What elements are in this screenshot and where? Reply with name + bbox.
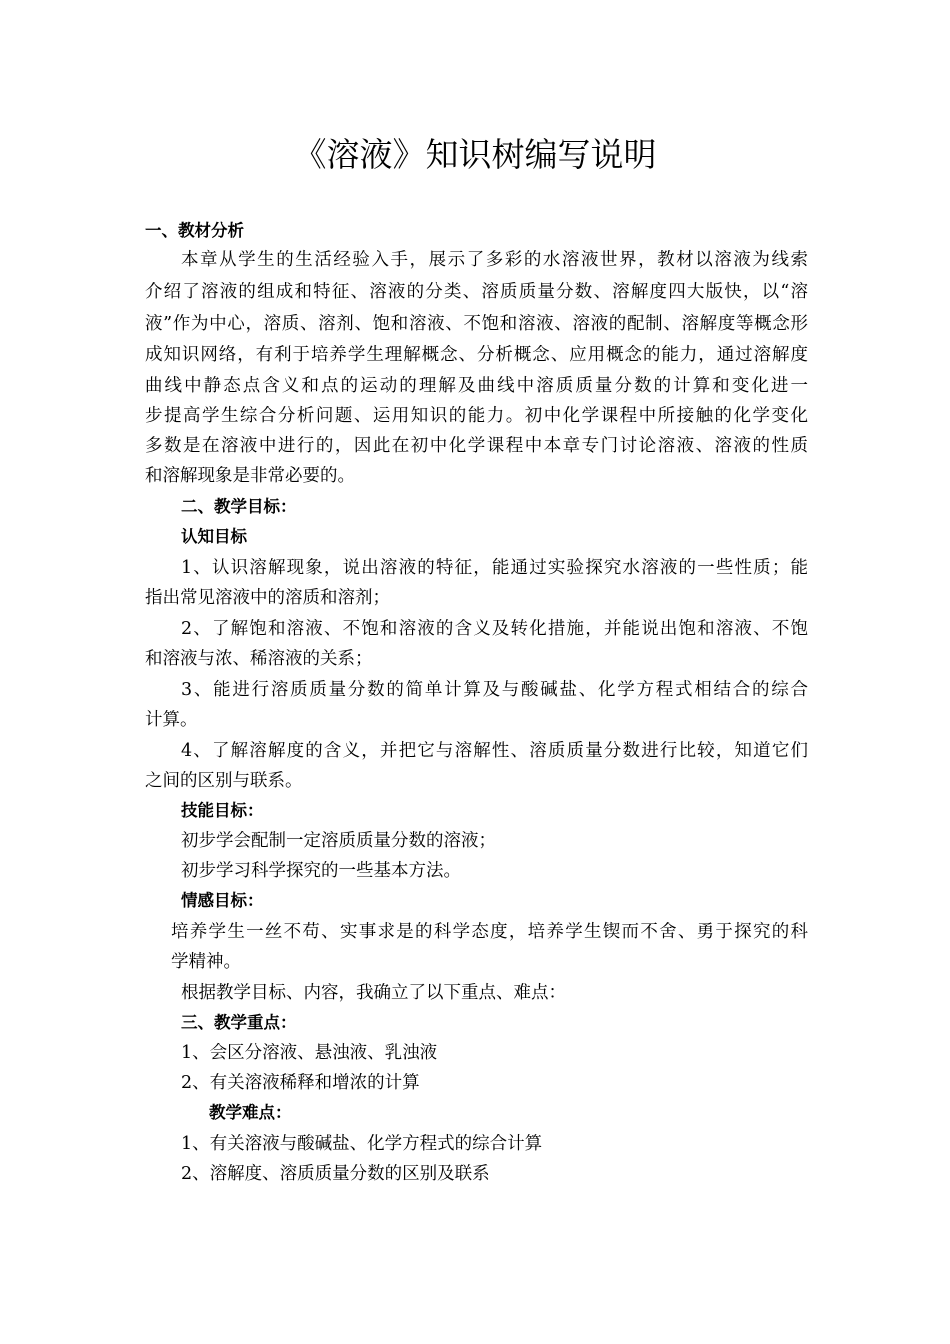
section-heading-teaching-objectives: 二、教学目标： — [181, 497, 297, 516]
paragraph-line: 多数是在溶液中进行的，因此在初中化学课程中本章专门讨论溶液、溶液的性质 — [145, 436, 808, 456]
objective-line: 计算。 — [145, 710, 198, 730]
objective-line: 3、能进行溶质质量分数的简单计算及与酸碱盐、化学方程式相结合的综合 — [181, 680, 808, 700]
paragraph-line: 和溶解现象是非常必要的。 — [145, 466, 355, 486]
difficulty-item: 2、溶解度、溶质质量分数的区别及联系 — [181, 1164, 490, 1184]
page-title: 《溶液》知识树编写说明 — [293, 135, 657, 174]
section-heading-textbook-analysis: 一、教材分析 — [145, 221, 244, 240]
section-heading-key-points: 三、教学重点： — [181, 1013, 297, 1032]
paragraph-line: 液”作为中心，溶质、溶剂、饱和溶液、不饱和溶液、溶液的配制、溶解度等概念形 — [145, 314, 808, 334]
objective-line: 指出常见溶液中的溶质和溶剂； — [145, 588, 390, 608]
key-point-item: 2、有关溶液稀释和增浓的计算 — [181, 1073, 420, 1093]
subheading-difficulties: 教学难点： — [209, 1103, 292, 1122]
paragraph-line: 曲线中静态点含义和点的运动的理解及曲线中溶质质量分数的计算和变化进一 — [145, 376, 808, 396]
transition-line: 根据教学目标、内容，我确立了以下重点、难点： — [181, 983, 566, 1003]
difficulty-item: 1、有关溶液与酸碱盐、化学方程式的综合计算 — [181, 1134, 543, 1154]
paragraph-line: 介绍了溶液的组成和特征、溶液的分类、溶质质量分数、溶解度四大版快，以“溶 — [145, 282, 808, 302]
objective-line: 2、了解饱和溶液、不饱和溶液的含义及转化措施，并能说出饱和溶液、不饱 — [181, 619, 808, 639]
subheading-emotion-objectives: 情感目标： — [181, 891, 264, 910]
subheading-skill-objectives: 技能目标： — [181, 801, 264, 820]
objective-line: 和溶液与浓、稀溶液的关系； — [145, 649, 373, 669]
paragraph-line: 成知识网络，有利于培养学生理解概念、分析概念、应用概念的能力，通过溶解度 — [145, 345, 808, 365]
key-point-item: 1、会区分溶液、悬浊液、乳浊液 — [181, 1043, 438, 1063]
objective-line: 1、认识溶解现象，说出溶液的特征，能通过实验探究水溶液的一些性质；能 — [181, 558, 808, 578]
objective-line: 培养学生一丝不苟、实事求是的科学态度，培养学生锲而不舍、勇于探究的科 — [171, 922, 808, 942]
objective-line: 学精神。 — [171, 952, 241, 972]
objective-line: 之间的区别与联系。 — [145, 771, 303, 791]
objective-line: 初步学会配制一定溶质质量分数的溶液； — [181, 831, 496, 851]
paragraph-line: 本章从学生的生活经验入手，展示了多彩的水溶液世界，教材以溶液为线索 — [181, 250, 808, 270]
paragraph-line: 步提高学生综合分析问题、运用知识的能力。初中化学课程中所接触的化学变化 — [145, 406, 808, 426]
subheading-cognitive-objectives: 认知目标 — [181, 527, 247, 546]
objective-line: 4、了解溶解度的含义，并把它与溶解性、溶质质量分数进行比较，知道它们 — [181, 741, 808, 761]
objective-line: 初步学习科学探究的一些基本方法。 — [181, 861, 461, 881]
